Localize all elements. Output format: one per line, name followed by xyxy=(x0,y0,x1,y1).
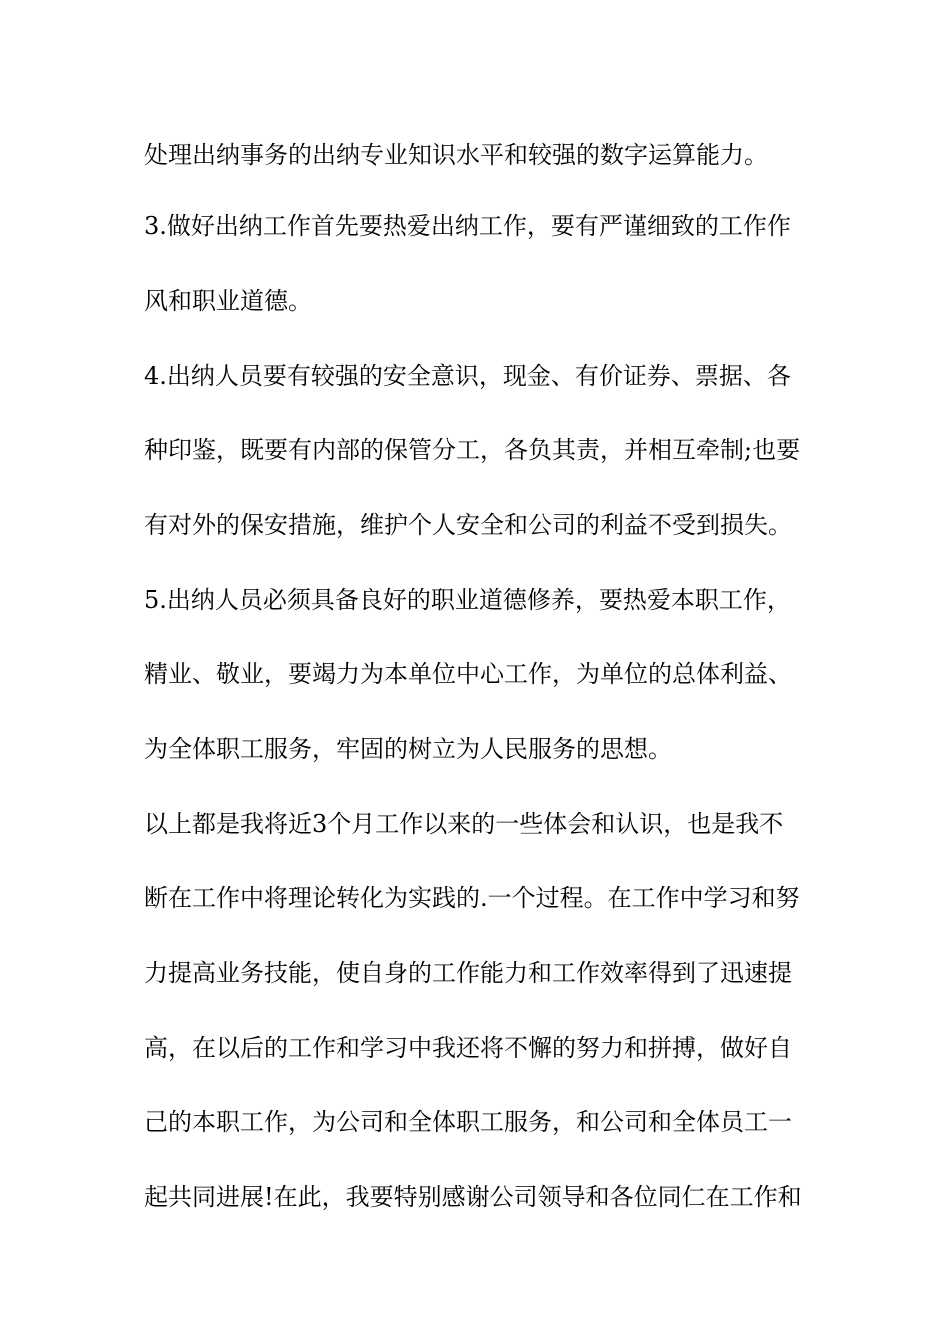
text-line-15: 起共同进展!在此，我要特别感谢公司领导和各位同仁在工作和 xyxy=(144,1183,802,1211)
text-line-7: 5.出纳人员必须具备良好的职业道德修养，要热爱本职工作， xyxy=(144,586,791,614)
text-line-12: 力提高业务技能，使自身的工作能力和工作效率得到了迅速提 xyxy=(144,959,792,987)
text-line-10: 以上都是我将近3个月工作以来的一些体会和认识，也是我不 xyxy=(144,810,784,838)
text-line-4: 4.出纳人员要有较强的安全意识，现金、有价证券、票据、各 xyxy=(144,362,791,390)
text-line-13: 高，在以后的工作和学习中我还将不懈的努力和拼搏，做好自 xyxy=(144,1034,792,1062)
text-line-6: 有对外的保安措施，维护个人安全和公司的利益不受到损失。 xyxy=(144,511,792,539)
text-line-14: 己的本职工作，为公司和全体职工服务，和公司和全体员工一 xyxy=(144,1108,792,1136)
text-line-2: 3.做好出纳工作首先要热爱出纳工作，要有严谨细致的工作作 xyxy=(144,212,791,240)
text-line-9: 为全体职工服务，牢固的树立为人民服务的思想。 xyxy=(144,735,672,763)
text-line-11: 断在工作中将理论转化为实践的.一个过程。在工作中学习和努 xyxy=(144,884,800,912)
text-line-1: 处理出纳事务的出纳专业知识水平和较强的数字运算能力。 xyxy=(144,141,768,169)
text-line-5: 种印鉴，既要有内部的保管分工，各负其责，并相互牵制;也要 xyxy=(144,436,801,464)
text-line-8: 精业、敬业，要竭力为本单位中心工作，为单位的总体利益、 xyxy=(144,660,792,688)
text-line-3: 风和职业道德。 xyxy=(144,287,312,315)
